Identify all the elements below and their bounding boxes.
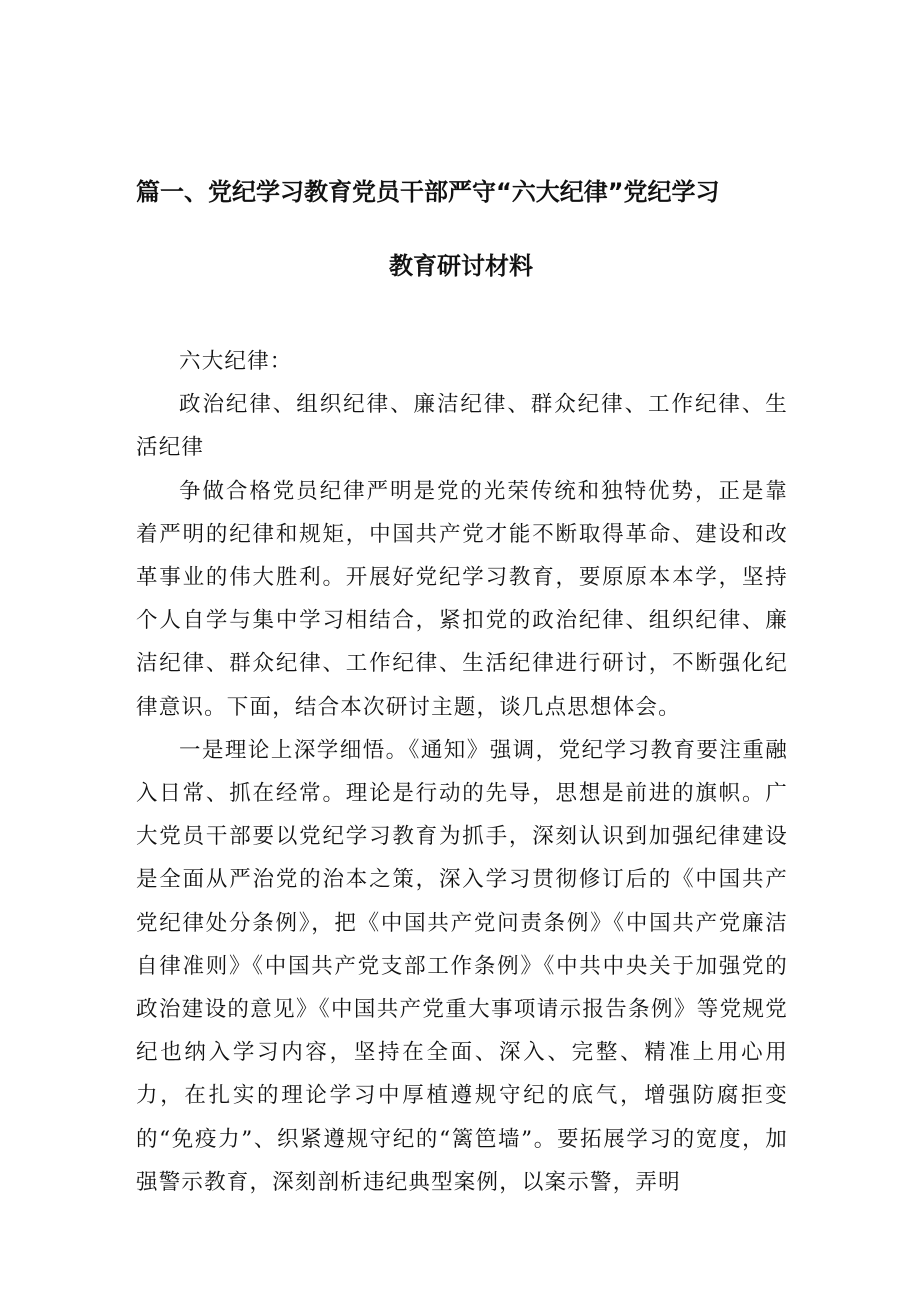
document-title-line-2: 教育研讨材料: [389, 252, 533, 280]
paragraph-six-disciplines-heading: 六大纪律：: [179, 349, 293, 374]
paragraph-point-one: 一是理论上深学细悟。《通知》强调，党纪学习教育要注重融入日常、抓在经常。理论是行动的先导，思想是前进的旗帜。广大党员干部要以党纪学习教育为抓手，深刻认识到加强纪律建设是全面从严治党的治本之策，深入学习贯彻修订后的《中国共产党纪律处分条例》，把《中国共产党问责条例》《中国共产党廉洁自律准则》《中国共产党支部工作条例》《中共中央关于加强党的政治建设的意见》《中国共产党重大事项请示报告条例》等党规党纪也纳入学习内容，坚持在全面、深入、完整、精准上用心用力，在扎实的理论学习中厚植遵规守纪的底气，增强防腐拒变的“免疫力”、织紧遵规守纪的“篱笆墙”。要拓展学习的宽度，加强警示教育，深刻剖析违纪典型案例，以案示警，弄明: [136, 737, 788, 1195]
paragraph-six-disciplines-list: 政治纪律、组织纪律、廉洁纪律、群众纪律、工作纪律、生活纪律: [136, 392, 788, 461]
document-title-line-1: 篇一、党纪学习教育党员干部严守“六大纪律”党纪学习: [136, 178, 720, 206]
paragraph-introduction: 争做合格党员纪律严明是党的光荣传统和独特优势，正是靠着严明的纪律和规矩，中国共产党才能不断取得革命、建设和改革事业的伟大胜利。开展好党纪学习教育，要原原本本学，坚持个人自学与集中学习相结合，紧扣党的政治纪律、组织纪律、廉洁纪律、群众纪律、工作纪律、生活纪律进行研讨，不断强化纪律意识。下面，结合本次研讨主题，谈几点思想体会。: [136, 478, 788, 720]
document-body: [136, 340, 788, 1204]
